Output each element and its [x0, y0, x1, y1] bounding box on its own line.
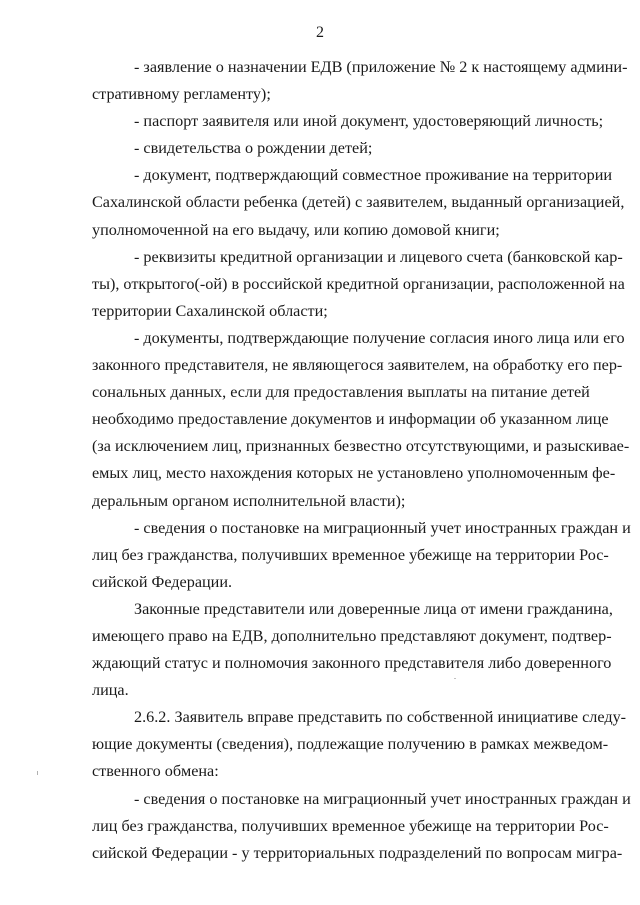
- text-line: ты), открытого(-ой) в российской кредитной организации, расположенной на: [92, 274, 625, 293]
- text-line: сональных данных, если для предоставления выплаты на питание детей: [92, 383, 590, 402]
- text-line: (за исключением лиц, признанных безвестно отсутствующими, и разыскивае-: [92, 437, 630, 456]
- document-body: [92, 54, 631, 867]
- paragraph-section-2-6-2: [92, 704, 627, 785]
- paragraph-migration-registration: [92, 515, 631, 596]
- text-line: деральным органом исполнительной власти);: [92, 491, 406, 510]
- paragraph-legal-representatives: [92, 596, 613, 704]
- paragraph-passport: [92, 108, 604, 135]
- text-line: территории Сахалинской области;: [92, 301, 328, 320]
- text-line: ждающий статус и полномочия законного представителя либо доверенного: [92, 654, 612, 673]
- text-line: 2.6.2. Заявитель вправе представить по собственной инициативе следу-: [134, 708, 627, 727]
- paragraph-bank-details: [92, 244, 625, 325]
- text-line: сийской Федерации.: [92, 572, 233, 591]
- paragraph-birth-certificates: [92, 135, 565, 162]
- text-line: лиц без гражданства, получивших временное убежище на территории Рос-: [92, 545, 609, 564]
- text-line: уполномоченной на его выдачу, или копию домовой книги;: [92, 220, 500, 239]
- paragraph-edv-application: [92, 54, 628, 108]
- page-number: 2: [316, 24, 324, 41]
- text-line: - сведения о постановке на миграционный учет иностранных граждан и: [134, 518, 631, 537]
- paragraph-cohabitation-document: [92, 162, 625, 243]
- scan-artifact-mark: [37, 771, 38, 775]
- text-line: лиц без гражданства, получивших временное убежище на территории Рос-: [92, 816, 609, 835]
- text-line: - паспорт заявителя или иной документ, удостоверяющий личность;: [134, 112, 604, 131]
- text-line: - документы, подтверждающие получение согласия иного лица или его: [134, 328, 625, 347]
- text-line: - заявление о назначении ЕДВ (приложение № 2 к настоящему админи-: [134, 58, 628, 76]
- paragraph-consent-documents: [92, 325, 630, 515]
- text-line: имеющего право на ЕДВ, дополнительно представляют документ, подтвер-: [92, 626, 612, 645]
- text-line: лица.: [92, 681, 129, 700]
- paragraph-migration-registration-interdepartmental: [92, 786, 631, 867]
- scan-artifact-dot: [454, 678, 456, 679]
- text-line: необходимо предоставление документов и информации об указанном лице: [92, 410, 609, 429]
- text-line: Сахалинской области ребенка (детей) с заявителем, выданный организацией,: [92, 193, 625, 212]
- text-line: ющие документы (сведения), подлежащие получению в рамках межведом-: [92, 735, 609, 754]
- text-line: - документ, подтверждающий совместное проживание на территории: [134, 166, 613, 185]
- text-line: емых лиц, место нахождения которых не установлено уполномоченным фе-: [92, 464, 616, 483]
- text-line: сийской Федерации - у территориальных подразделений по вопросам мигра-: [92, 843, 623, 862]
- text-line: стративному регламенту);: [92, 85, 271, 104]
- text-line: ственного обмена:: [92, 762, 219, 781]
- text-line: законного представителя, не являющегося заявителем, на обработку его пер-: [92, 356, 623, 375]
- text-line: - сведения о постановке на миграционный учет иностранных граждан и: [134, 789, 631, 808]
- text-line: - реквизиты кредитной организации и лицевого счета (банковской кар-: [134, 247, 623, 266]
- text-line: Законные представители или доверенные лица от имени гражданина,: [134, 599, 613, 618]
- text-line: - свидетельства о рождении детей;: [134, 139, 373, 158]
